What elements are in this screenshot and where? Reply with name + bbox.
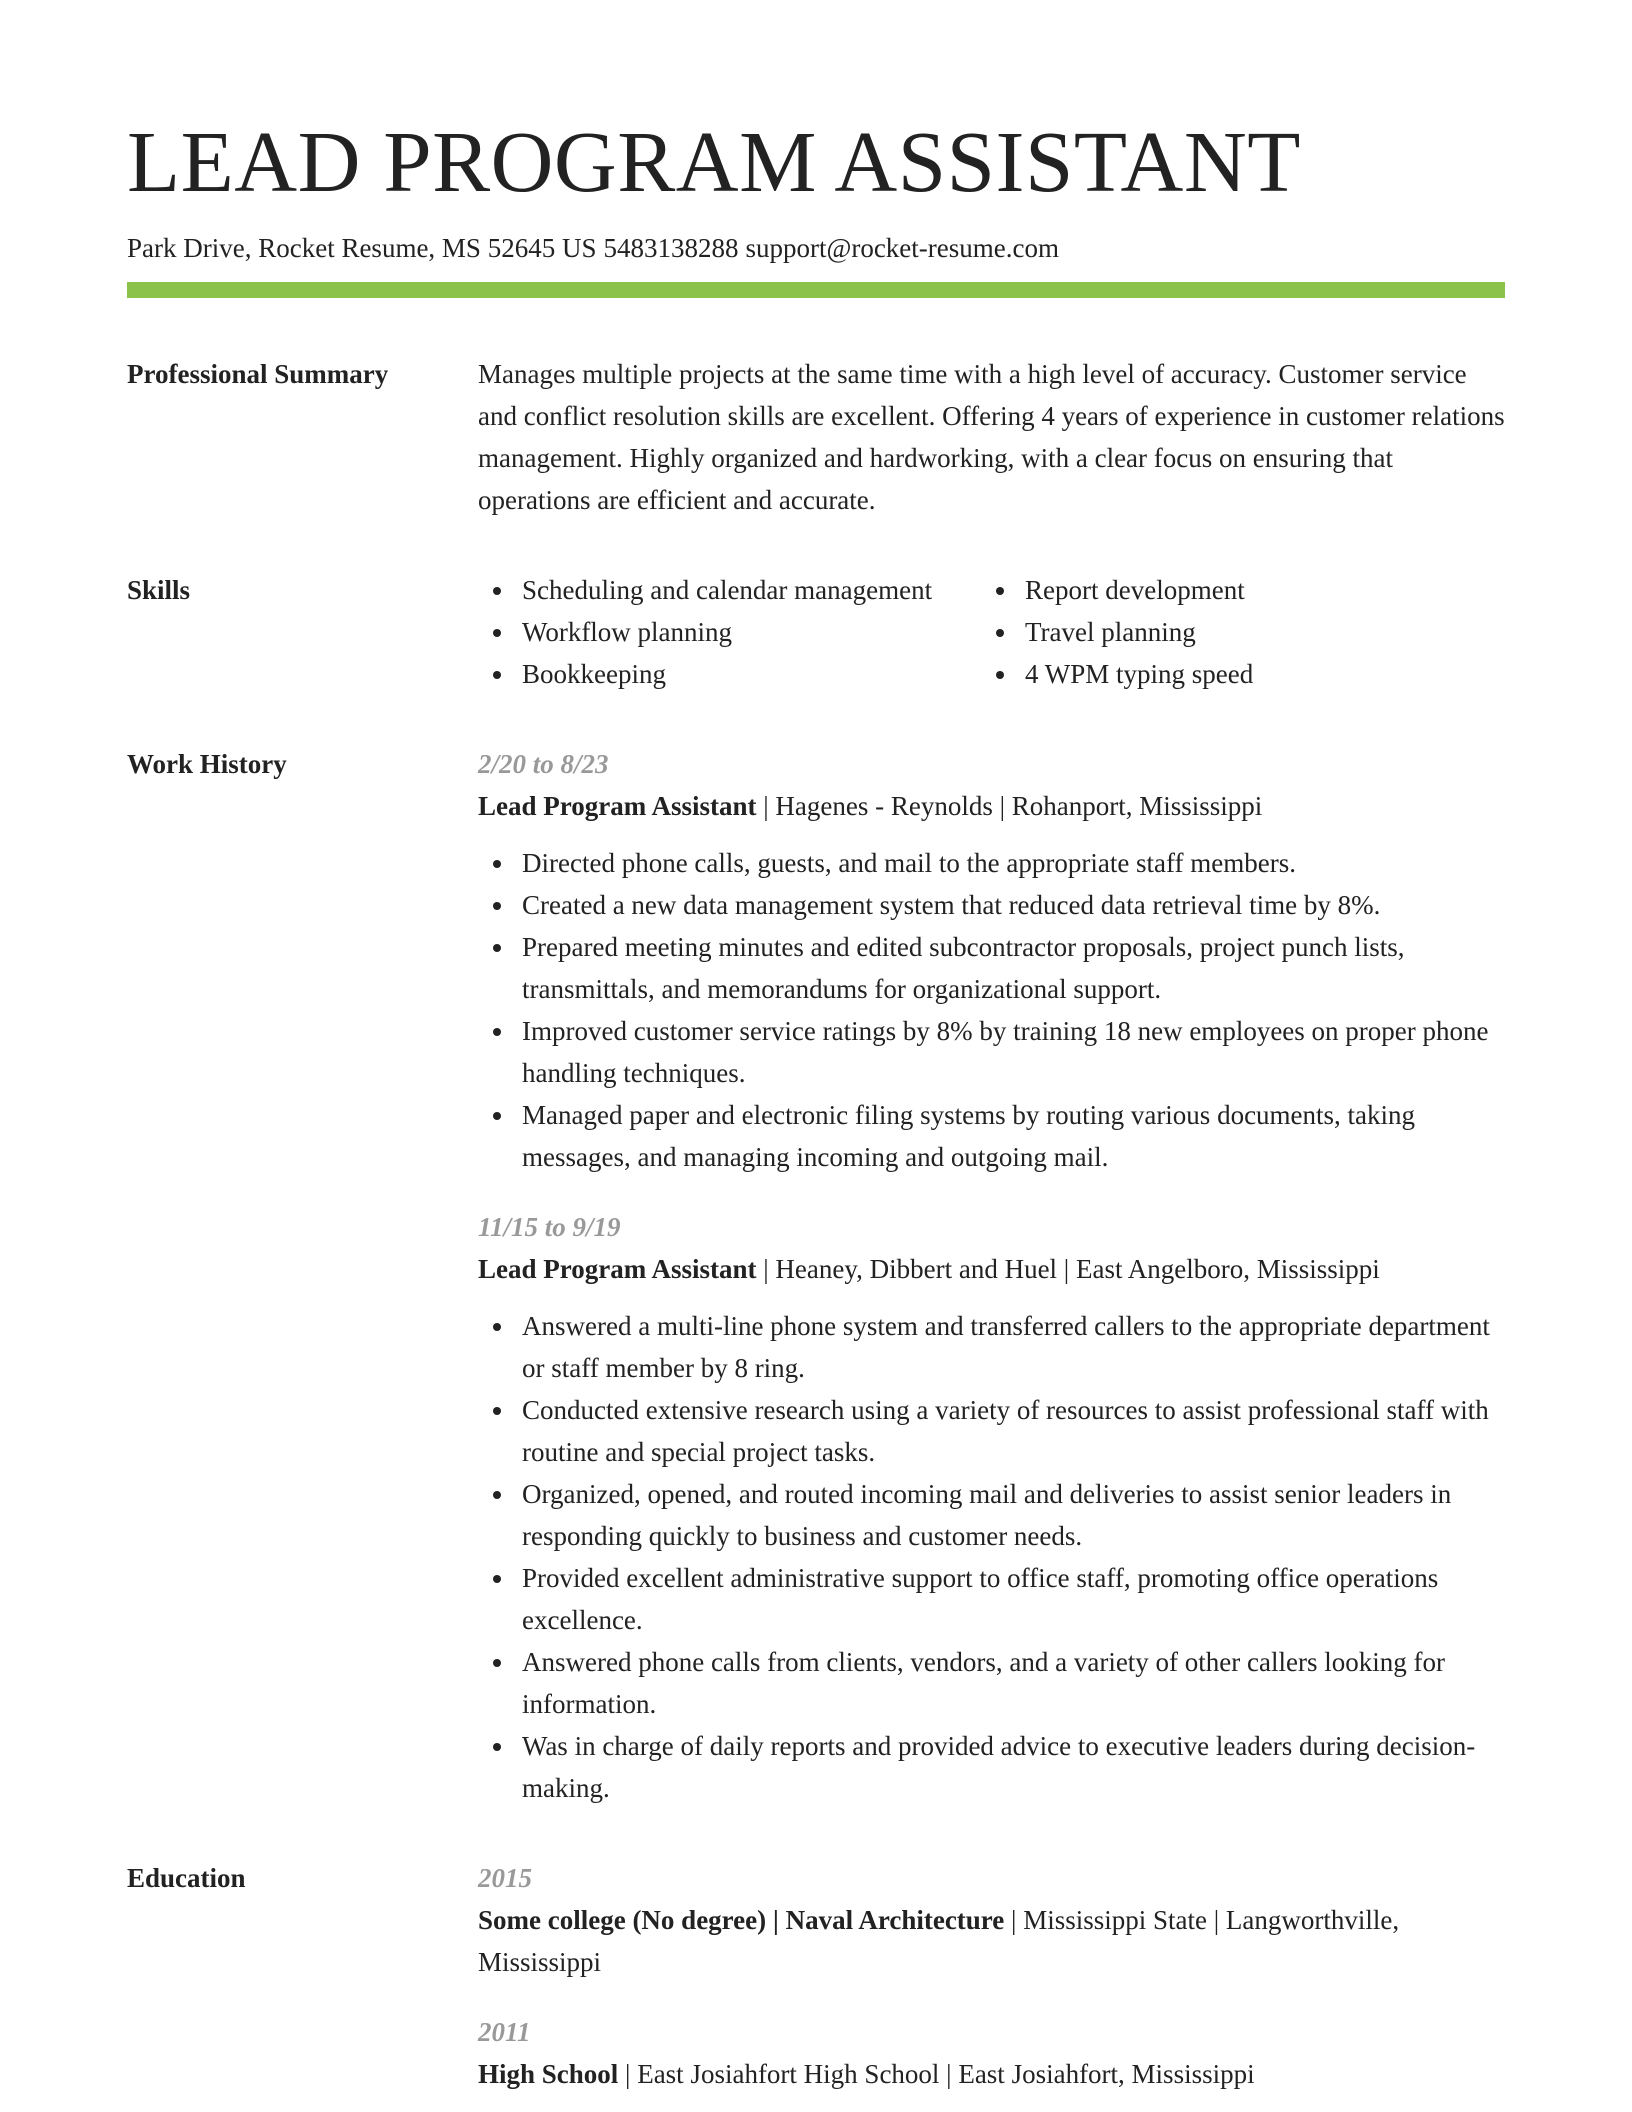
skills-heading: Skills — [127, 575, 191, 606]
page-title: LEAD PROGRAM ASSISTANT — [127, 113, 1301, 210]
education-details: | East Josiahfort High School | East Josiahfort, Mississippi — [618, 2059, 1255, 2090]
education-degree: High School — [478, 2059, 619, 2090]
contact-email: support@rocket-resume.com — [745, 233, 1059, 263]
education-year: 2015 — [478, 1863, 532, 1894]
skill-item: Travel planning — [981, 611, 1505, 653]
work-history-section — [127, 743, 1505, 1809]
job-bullet: Managed paper and electronic filing systems by routing various documents, taking messages, and managing incoming and outgoing mail. — [478, 1094, 1505, 1178]
job-bullet: Created a new data management system that reduced data retrieval time by 8%. — [478, 884, 1505, 926]
job-bullet: Organized, opened, and routed incoming mail and deliveries to assist senior leaders in responding quickly to business and customer needs. — [478, 1473, 1505, 1557]
job-dates: 11/15 to 9/19 — [478, 1212, 621, 1243]
summary-section — [127, 353, 1505, 521]
education-degree: Some college (No degree) | Naval Architecture — [478, 1905, 1005, 1936]
contact-phone: 5483138288 — [603, 233, 739, 263]
education-line — [478, 1899, 1505, 1983]
education-section — [127, 1857, 1505, 2095]
job-title-line — [478, 785, 1505, 827]
job-details: | Heaney, Dibbert and Huel | East Angelboro, Mississippi — [756, 1254, 1380, 1285]
education-year: 2011 — [478, 2017, 531, 2048]
contact-line — [127, 232, 1505, 264]
job-title-line — [478, 1248, 1505, 1290]
contact-address: Park Drive, Rocket Resume, MS 52645 US — [127, 233, 597, 263]
skill-item: Bookkeeping — [478, 653, 981, 695]
skill-item: Scheduling and calendar management — [478, 569, 981, 611]
job-role: Lead Program Assistant — [478, 791, 757, 822]
education-line — [478, 2053, 1505, 2095]
summary-text: Manages multiple projects at the same time with a high level of accuracy. Customer service and conflict resolution skills are excellent. Offering 4 years of experience in customer relations management. Highly organized and hardworking, with a clear focus on ensuring that operations are efficient and accurate. — [478, 359, 1505, 516]
education-details: | Mississippi State | Langworthville, Mississippi — [478, 1905, 1400, 1978]
job-bullets — [478, 1305, 1505, 1809]
job-entry — [478, 1206, 1505, 1809]
job-dates: 2/20 to 8/23 — [478, 749, 609, 780]
skill-item: Workflow planning — [478, 611, 981, 653]
job-bullet: Answered a multi-line phone system and transferred callers to the appropriate department or staff member by 8 ring. — [478, 1305, 1505, 1389]
education-entry — [478, 1857, 1505, 1983]
education-entry — [478, 2011, 1505, 2095]
education-body — [478, 1857, 1505, 2095]
work-history-body — [478, 743, 1505, 1809]
work-history-heading: Work History — [127, 749, 287, 780]
job-role: Lead Program Assistant — [478, 1254, 757, 1285]
education-heading: Education — [127, 1863, 246, 1894]
accent-divider — [127, 282, 1505, 298]
skill-item: 4 WPM typing speed — [981, 653, 1505, 695]
skills-body — [478, 569, 1505, 695]
skills-list — [478, 569, 1505, 695]
summary-heading: Professional Summary — [127, 359, 389, 390]
job-bullet: Prepared meeting minutes and edited subcontractor proposals, project punch lists, transmittals, and memorandums for organizational support. — [478, 926, 1505, 1010]
skills-section — [127, 569, 1505, 695]
job-bullet: Conducted extensive research using a variety of resources to assist professional staff with routine and special project tasks. — [478, 1389, 1505, 1473]
job-bullet: Provided excellent administrative support to office staff, promoting office operations excellence. — [478, 1557, 1505, 1641]
job-bullet: Was in charge of daily reports and provided advice to executive leaders during decision-making. — [478, 1725, 1505, 1809]
job-details: | Hagenes - Reynolds | Rohanport, Mississippi — [756, 791, 1263, 822]
job-bullet: Directed phone calls, guests, and mail to the appropriate staff members. — [478, 842, 1505, 884]
job-bullet: Improved customer service ratings by 8% by training 18 new employees on proper phone handling techniques. — [478, 1010, 1505, 1094]
job-bullets — [478, 842, 1505, 1178]
summary-body — [478, 353, 1505, 521]
job-entry — [478, 743, 1505, 1178]
job-bullet: Answered phone calls from clients, vendors, and a variety of other callers looking for information. — [478, 1641, 1505, 1725]
skill-item: Report development — [981, 569, 1505, 611]
